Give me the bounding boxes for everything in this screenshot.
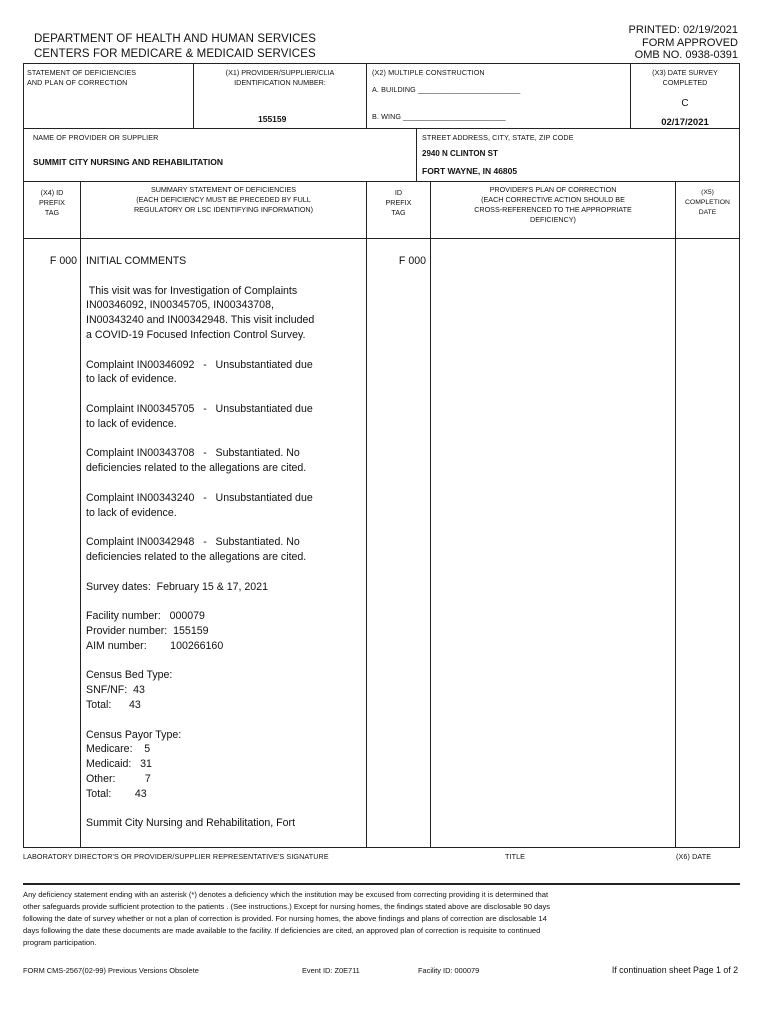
text-line: Census Bed Type: [86,669,173,682]
facility-numbers-paragraph [86,609,364,653]
census-bed-paragraph [86,668,364,712]
provider-name-label: NAME OF PROVIDER OR SUPPLIER [33,133,159,142]
text-line: a COVID-19 Focused Infection Control Survey. [86,328,306,341]
form-number: FORM CMS-2567(02-99) Previous Versions Obsolete [23,966,199,975]
signature-row-bottom-border [23,883,740,885]
table-bottom-border [23,847,740,848]
text-line: Total: 43 [86,787,147,800]
column-header-bottom-border [23,238,740,239]
survey-dates-paragraph [86,580,364,595]
top-box-bottom-border [23,128,740,129]
summary-header-line-1: SUMMARY STATEMENT OF DEFICIENCIES [150,185,297,194]
text-line: Complaint IN00342948 - Substantiated. No [86,536,300,549]
complaint-paragraph [86,491,364,521]
complaint-paragraph [86,402,364,432]
signature-date-label: (X6) DATE [676,852,712,861]
form-approved: FORM APPROVED [642,36,738,49]
x5-header-line-2: COMPLETION [685,199,730,206]
plan-header-line-2: (EACH CORRECTIVE ACTION SHOULD BE [481,195,625,204]
text-line: Complaint IN00343240 - Unsubstantiated due [86,491,313,504]
x2-divider [366,63,367,129]
disclaimer-line: days following the date these documents are made available to the facility. If deficiencies are cited, an approved plan of correction is requisite to continued [23,926,541,935]
id-header-line-3: TAG [391,208,406,217]
x5-header-line-1: (X5) [701,189,714,196]
id-header-line-1: ID [394,188,403,197]
wing-label: B. WING [372,112,402,121]
city-state-zip: FORT WAYNE, IN 46805 [422,166,518,176]
x4-header-line-1: (X4) ID [40,188,64,197]
printed-date: PRINTED: 02/19/2021 [628,24,738,36]
plan-header [431,185,675,225]
x4-header-line-2: PREFIX [39,198,65,207]
text-line: to lack of evidence. [86,506,177,519]
x3-label-line-2: COMPLETED [662,78,708,87]
text-line: Complaint IN00345705 - Unsubstantiated due [86,402,313,415]
summary-header-line-2: (EACH DEFICIENCY MUST BE PRECEDED BY FULL [136,195,311,204]
director-signature-label: LABORATORY DIRECTOR'S OR PROVIDER/SUPPLIER REPRESENTATIVE'S SIGNATURE [23,852,329,861]
text-line: Medicaid: 31 [86,758,152,771]
id-column-divider [430,181,431,848]
department-line-1: DEPARTMENT OF HEALTH AND HUMAN SERVICES [34,33,317,45]
omb-number: OMB NO. 0938-0391 [634,49,738,61]
x3-label-line-1: (X3) DATE SURVEY [652,68,718,77]
event-id: Event ID: Z0E711 [302,966,360,975]
complaint-paragraph [86,535,364,565]
text-line: AIM number: 100266160 [86,639,224,652]
title-label: TITLE [505,852,526,861]
x4-header [24,188,80,218]
continuation-page: If continuation sheet Page 1 of 2 [611,965,738,975]
id-header-line-2: PREFIX [385,198,412,207]
x1-label-line-1: (X1) PROVIDER/SUPPLIER/CLIA [225,68,335,77]
complaint-paragraph [86,446,364,476]
provider-box-bottom-border [23,181,740,182]
wing-row [372,112,506,122]
id-header [367,188,430,218]
tag-right: F 000 [398,255,426,267]
census-payor-paragraph [86,728,364,802]
statement-label [27,68,136,88]
plan-column-divider [675,181,676,848]
text-line: to lack of evidence. [86,417,177,430]
plan-header-line-3: CROSS-REFERENCED TO THE APPROPRIATE [474,205,632,214]
street-address: 2940 N CLINTON ST [422,149,498,158]
right-border-lower [739,181,740,848]
wing-blank: _________________________ [403,112,506,121]
disclaimer-line: program participation. [23,938,97,947]
summary-header [81,185,366,215]
text-line: Total: 43 [86,698,141,711]
address-divider [416,128,417,181]
disclaimer-line: other safeguards provide sufficient protection to the patients . (See instructions.) Except for nursing homes, the findings stated above are disclosable 90 days [23,902,551,911]
text-line: This visit was for Investigation of Complaints [86,284,298,297]
text-line: Summit City Nursing and Rehabilitation, Fort [86,817,296,830]
text-line: deficiencies related to the allegations are cited. [86,462,307,475]
text-line: Medicare: 5 [86,743,151,756]
x2-label: (X2) MULTIPLE CONSTRUCTION [372,68,485,77]
text-line: Census Payor Type: [86,728,182,741]
statement-label-line-1: STATEMENT OF DEFICIENCIES [27,68,137,77]
department-line-2: CENTERS FOR MEDICARE & MEDICAID SERVICES [34,48,316,60]
text-line: Facility number: 000079 [86,610,205,623]
text-line: Other: 7 [86,772,151,785]
disclaimer [23,889,740,949]
text-line: deficiencies related to the allegations are cited. [86,550,307,563]
text-line: Complaint IN00343708 - Substantiated. No [86,447,300,460]
plan-header-line-4: DEFICIENCY) [530,215,576,224]
text-line: Complaint IN00346092 - Unsubstantiated due [86,358,313,371]
provider-name: SUMMIT CITY NURSING AND REHABILITATION [33,157,223,167]
x3-code: C [681,98,689,109]
plan-header-line-1: PROVIDER'S PLAN OF CORRECTION [489,185,617,194]
facility-id: Facility ID: 000079 [418,966,480,975]
initial-comments-heading: INITIAL COMMENTS [86,255,187,267]
right-border-upper [739,63,740,181]
building-blank: _________________________ [417,85,521,94]
x1-label [194,68,366,88]
summary-column-divider [366,181,367,848]
department-title [34,32,316,62]
facility-name-paragraph [86,816,364,831]
x3-label [631,68,739,88]
text-line: Provider number: 155159 [86,624,209,637]
disclaimer-line: Any deficiency statement ending with an asterisk (*) denotes a deficiency which the institution may be excused from correcting providing it is determined that [23,890,549,899]
address-label: STREET ADDRESS, CITY, STATE, ZIP CODE [422,133,574,142]
text-line: to lack of evidence. [86,373,177,386]
statement-label-line-2: AND PLAN OF CORRECTION [27,78,128,87]
building-label: A. BUILDING [372,85,416,94]
summary-header-line-3: REGULATORY OR LSC IDENTIFYING INFORMATION) [133,205,314,214]
left-border-upper [23,63,24,181]
text-line: Survey dates: February 15 & 17, 2021 [86,580,268,593]
x4-column-divider [80,181,81,848]
text-line: IN00346092, IN00345705, IN00343708, [86,299,274,312]
top-box-top-border [23,63,740,64]
disclaimer-line: following the date of survey whether or not a plan of correction is provided. For nursing homes, the above findings and plans of correction are disclosable 14 [23,914,547,923]
form-info [629,24,738,62]
x1-label-line-2: IDENTIFICATION NUMBER: [234,78,326,87]
text-line: SNF/NF: 43 [86,684,145,697]
survey-completed-date: 02/17/2021 [661,117,709,128]
visit-paragraph [86,284,364,343]
building-row [372,85,520,95]
text-line: IN00343240 and IN00342948. This visit included [86,314,315,327]
summary-content [86,254,364,846]
provider-number: 155159 [258,114,287,124]
x4-header-line-3: TAG [44,208,60,217]
tag-left: F 000 [49,255,77,267]
complaint-paragraph [86,358,364,388]
x5-header-line-3: DATE [698,209,717,216]
left-border-lower [23,181,24,848]
x5-header [676,188,739,218]
